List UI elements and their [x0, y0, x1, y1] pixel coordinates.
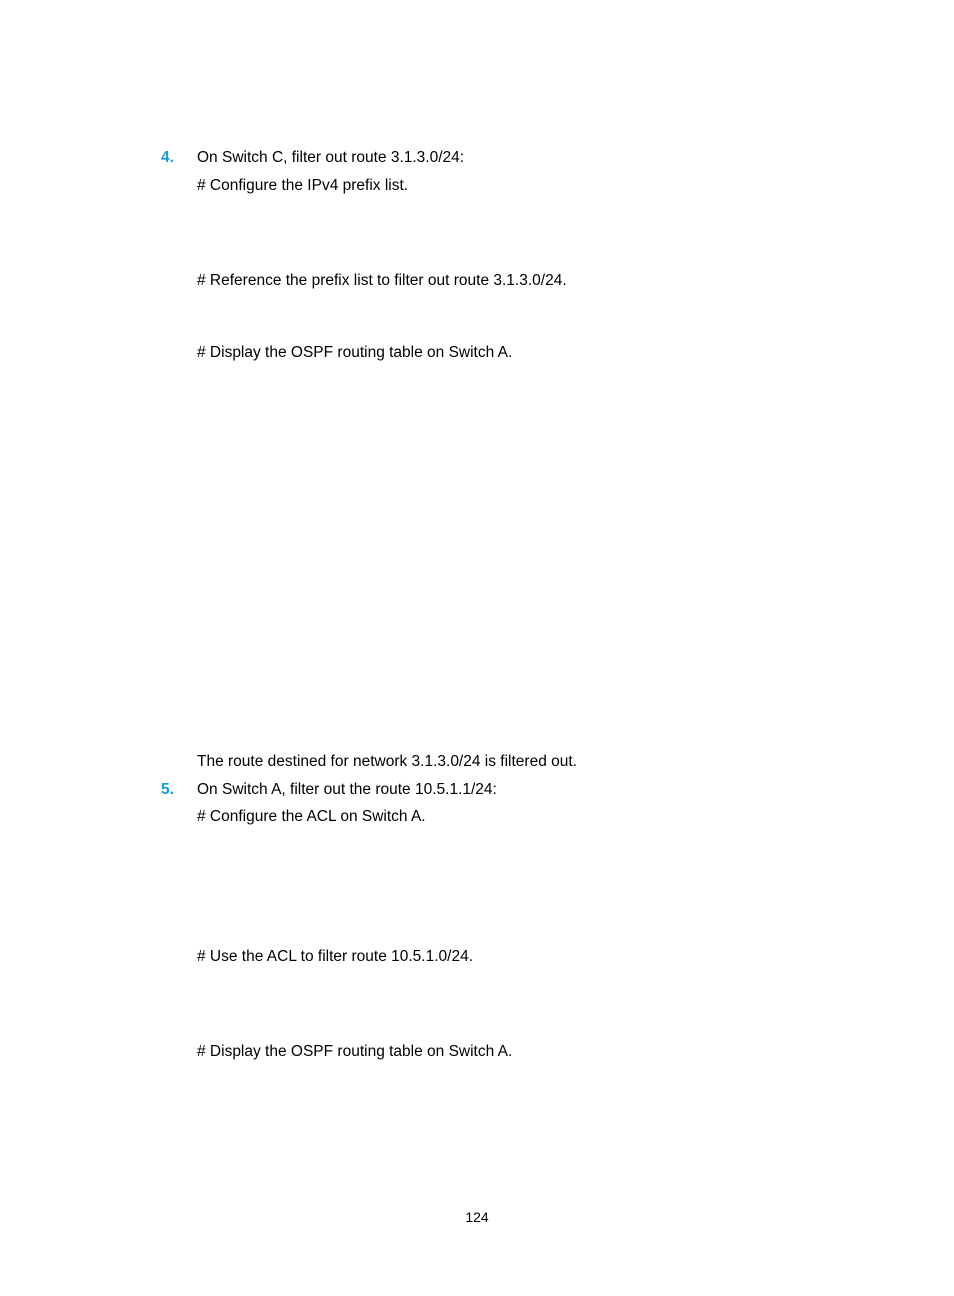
step-4-configure-prefix-list: # Configure the IPv4 prefix list. [197, 177, 409, 194]
step-4-result-text: The route destined for network 3.1.3.0/24 is filtered out. [197, 753, 577, 770]
step-4-reference-prefix-list: # Reference the prefix list to filter out route 3.1.3.0/24. [197, 272, 567, 289]
step-5-heading: On Switch A, filter out the route 10.5.1.1/24: [197, 781, 497, 798]
step-4-heading: On Switch C, filter out route 3.1.3.0/24: [197, 149, 465, 166]
step-5-use-acl: # Use the ACL to filter route 10.5.1.0/24. [197, 948, 474, 965]
step-5-display-routing-table: # Display the OSPF routing table on Switch A. [197, 1043, 513, 1060]
page-number: 124 [465, 1209, 489, 1225]
step-4-display-routing-table: # Display the OSPF routing table on Switch A. [197, 344, 513, 361]
step-number-4: 4. [161, 149, 174, 166]
step-number-5: 5. [161, 781, 174, 798]
step-5-configure-acl: # Configure the ACL on Switch A. [197, 808, 426, 825]
